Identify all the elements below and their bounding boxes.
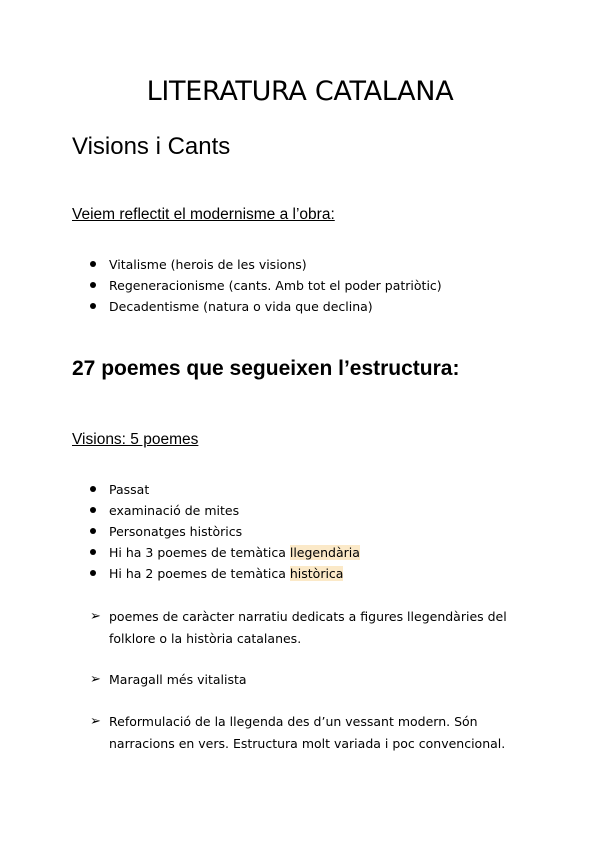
highlighted-text: llegendària [289,545,360,560]
bullet-icon [90,282,96,288]
arrow-list-item: ➢ Maragall més vitalista [90,669,530,691]
work-title: Visions i Cants [72,133,231,160]
bullet-icon [90,549,96,555]
modernism-heading: Veiem reflectit el modernisme a l’obra: [72,206,335,223]
list-item: Personatges històrics [72,521,360,542]
bullet-icon [90,261,96,267]
highlighted-text: històrica [289,566,344,581]
list-item: Decadentisme (natura o vida que declina) [72,296,442,317]
bullet-icon [90,507,96,513]
arrow-list-item: ➢ Reformulació de la llegenda des d’un vessant modern. Són narracions en vers. Estructura molt variada i poc convencional. [90,711,530,755]
modernism-list [72,254,442,317]
list-item: Vitalisme (herois de les visions) [72,254,442,275]
list-item: Regeneracionisme (cants. Amb tot el poder patriòtic) [72,275,442,296]
visions-heading: Visions: 5 poemes [72,431,199,448]
bullet-icon [90,570,96,576]
arrow-icon: ➢ [90,609,101,624]
bullet-icon [90,303,96,309]
bullet-icon [90,486,96,492]
visions-list [72,479,360,584]
list-item: Hi ha 3 poemes de temàtica llegendària [72,542,360,563]
list-item: Hi ha 2 poemes de temàtica històrica [72,563,360,584]
list-item: examinació de mites [72,500,360,521]
structure-heading: 27 poemes que segueixen l’estructura: [72,357,460,380]
arrow-list-item: ➢ poemes de caràcter narratiu dedicats a figures llegendàries del folklore o la història catalanes. [90,606,530,650]
arrow-icon: ➢ [90,672,101,687]
bullet-icon [90,528,96,534]
arrow-icon: ➢ [90,714,101,729]
page-title: LITERATURA CATALANA [146,76,454,107]
list-item: Passat [72,479,360,500]
